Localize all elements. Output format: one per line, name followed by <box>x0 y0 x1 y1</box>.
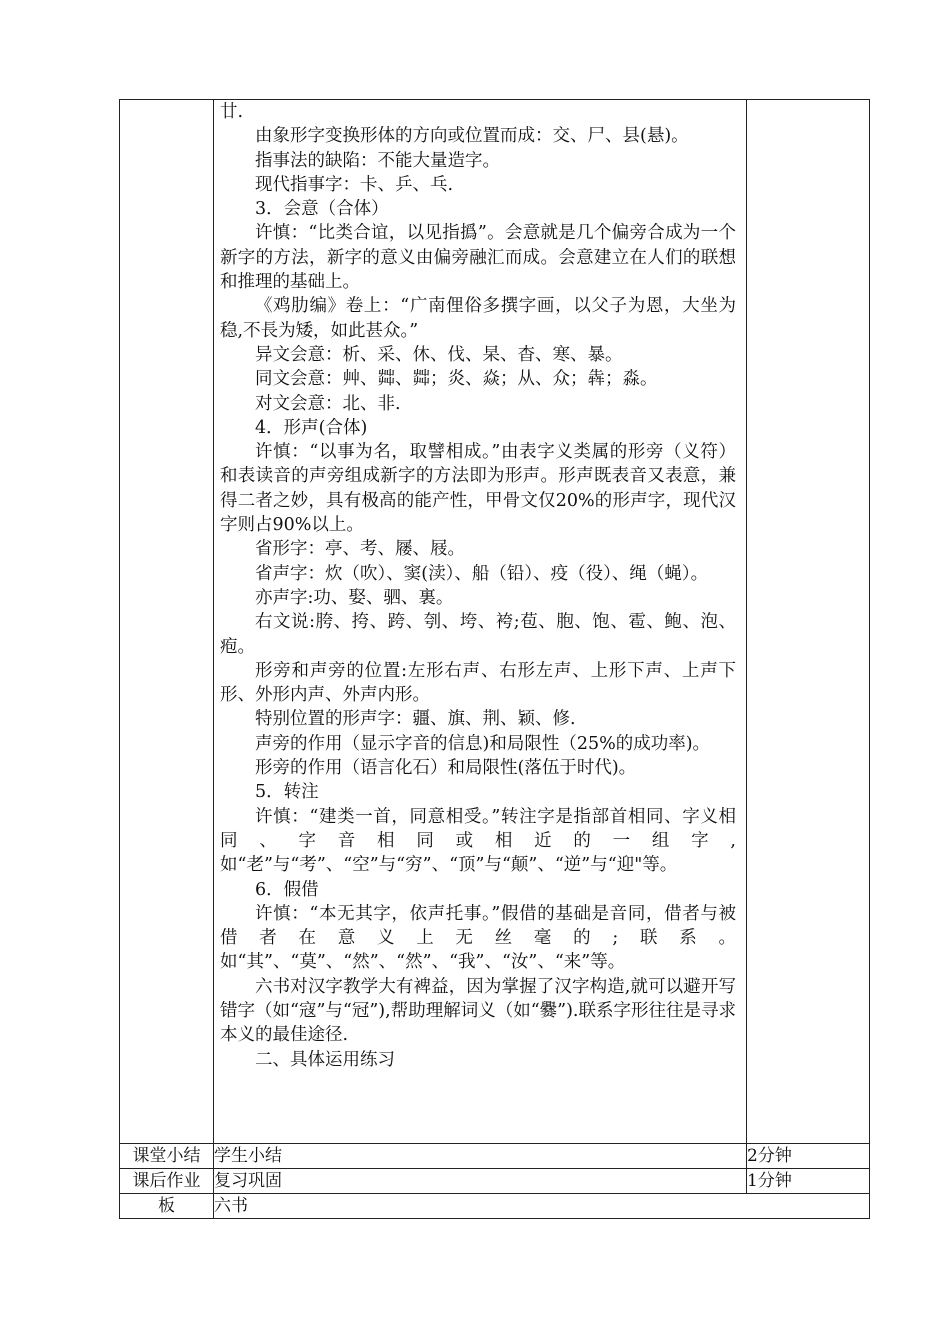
content-line: 同文会意：艸、茻、茻；炎、焱；从、众；犇；淼。 <box>255 369 658 390</box>
summary-label: 课堂小结 <box>120 1144 214 1169</box>
content-body <box>214 100 746 1072</box>
content-line: 6．假借 <box>255 879 319 900</box>
board-label: 板 <box>120 1194 214 1219</box>
content-line: 5．转注 <box>255 782 319 803</box>
summary-row <box>120 1144 870 1169</box>
content-label-cell <box>120 100 214 1144</box>
content-line: 3．会意（合体） <box>255 199 389 220</box>
homework-row <box>120 1169 870 1194</box>
content-line: 省形字：亭、考、屦、屐。 <box>255 539 465 560</box>
content-line: 对文会意：北、非. <box>255 393 401 414</box>
content-line: 指事法的缺陷：不能大量造字。 <box>255 150 500 171</box>
content-line: 右文说:胯、挎、跨、刳、垮、袴;苞、胞、饱、雹、鲍、泡、疱。 <box>220 612 736 657</box>
content-line: 许慎：“建类一首，同意相受。”转注字是指部首相同、字义相同、字音相同或相近的一组字,如“老”与“考”、“空”与“穷”、“顶”与“颠”、“逆”与“迎"等。 <box>220 806 736 876</box>
content-line: 六书对汉字教学大有裨益，因为掌握了汉字构造,就可以避开写错字（如“寇”与“冠”),帮助理解词义（如“爨”).联系字形往往是寻求本义的最佳途径. <box>220 976 736 1046</box>
content-line: 异文会意：析、采、休、伐、杲、杳、寒、暴。 <box>255 344 623 365</box>
content-line: 特别位置的形声字：疆、旗、荆、颖、修. <box>255 709 576 730</box>
content-line: 省声字：炊（吹）、窦(渎）、船（铅）、疫（役）、绳（蝇）。 <box>255 563 709 584</box>
lesson-plan-table <box>119 99 870 1219</box>
board-row <box>120 1194 870 1219</box>
content-line: 许慎：“本无其字，依声托事。”假借的基础是音同，借者与被借者在意义上无丝毫的;联系。如“其”、“莫”、“然”、“然”、“我”、“汝”、“来”等。 <box>220 903 736 973</box>
board-text: 六书 <box>214 1194 870 1219</box>
homework-text: 复习巩固 <box>214 1169 747 1194</box>
content-time-cell <box>747 100 870 1144</box>
content-line: 4．形声(合体) <box>255 417 368 438</box>
content-line: 由象形字变换形体的方向或位置而成：交、尸、县(悬)。 <box>255 126 689 147</box>
content-line: 现代指事字：卡、乒、乓. <box>255 174 454 195</box>
summary-time: 2分钟 <box>747 1144 870 1169</box>
content-cell <box>214 100 747 1144</box>
homework-label: 课后作业 <box>120 1169 214 1194</box>
content-line: 许慎：“以事为名，取譬相成。”由表字义类属的形旁（义符）和表读音的声旁组成新字的方法即为形声。形声既表音又表意，兼得二者之妙，具有极高的能产性，甲骨文仅20%的形声字，现代汉字则占90%以上。 <box>220 442 736 536</box>
content-line: 形旁和声旁的位置:左形右声、右形左声、上形下声、上声下形、外形内声、外声内形。 <box>220 660 736 706</box>
content-line: 许慎：“比类合谊，以见指撝”。会意就是几个偏旁合成为一个新字的方法，新字的意义由偏旁融汇而成。会意建立在人们的联想和推理的基础上。 <box>220 223 736 293</box>
content-line: 声旁的作用（显示字音的信息)和局限性（25%的成功率)。 <box>255 733 711 754</box>
homework-time: 1分钟 <box>747 1169 870 1194</box>
content-line: 二、具体运用练习 <box>255 1049 395 1070</box>
content-line: 廿. <box>220 102 244 122</box>
content-line: 《鸡肋编》卷上：“广南俚俗多撰字画，以父子为恩，大坐为稳,不長为矮，如此甚众。” <box>220 296 736 341</box>
content-line: 亦声字:功、娶、驷、裏。 <box>255 587 454 608</box>
content-row <box>120 100 870 1144</box>
summary-text: 学生小结 <box>214 1144 747 1169</box>
content-line: 形旁的作用（语言化石）和局限性(落伍于时代)。 <box>255 758 637 779</box>
